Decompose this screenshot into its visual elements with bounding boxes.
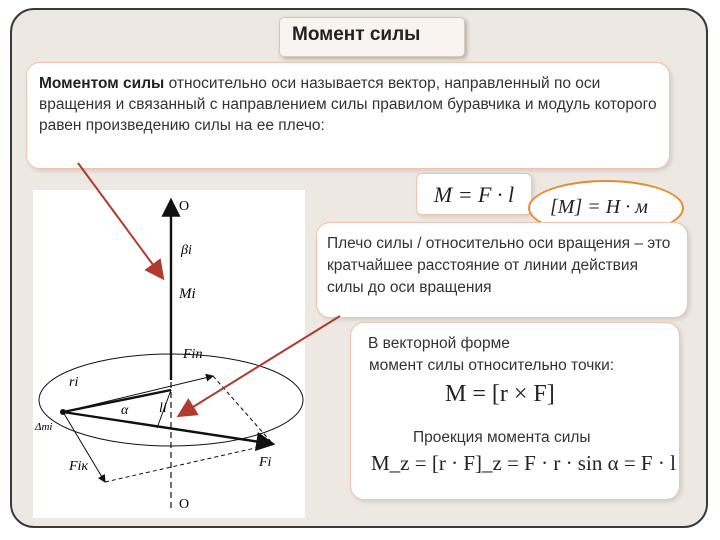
definition-term: Моментом силы: [39, 75, 165, 92]
projection-formula: M_z = [r · F]_z = F · r · sin α = F · l: [371, 451, 676, 475]
vector-form-line2: момент силы относительно точки:: [369, 357, 615, 374]
vector-formula: M = [r × F]: [445, 381, 555, 407]
page-title: Момент силы: [292, 24, 421, 45]
label-F: Fi: [259, 455, 272, 470]
definition-pointer: [78, 163, 162, 277]
shoulder-text: Плечо силы / относительно оси вращения – это кратчайшее расстояние от линии действия силы до оси вращения: [327, 235, 671, 296]
label-M: Mi: [179, 286, 196, 302]
axis-bottom-label: O: [179, 497, 190, 512]
projection-label: Проекция момента силы: [413, 429, 591, 446]
label-beta: βi: [181, 243, 192, 258]
units-text: [M] = H · м: [550, 196, 648, 218]
label-r: ri: [69, 375, 79, 390]
label-Fik: Fiк: [69, 459, 88, 474]
vector-form-line1: В векторной форме: [368, 335, 510, 352]
label-l: li: [159, 401, 167, 416]
definition-text: относительно оси называется вектор, направленный по оси вращения и связанный с направлением силы правилом буравчика и модуль которого равен произведению силы на ее плечо:: [39, 75, 657, 134]
formula-moment-text: M = F · l: [433, 182, 515, 207]
shoulder-pointer: [180, 316, 340, 415]
axis-top-label: O: [179, 199, 190, 214]
label-alpha: α: [121, 403, 129, 418]
label-dm: Δmi: [35, 421, 53, 433]
label-Fin: Fin: [183, 347, 203, 362]
